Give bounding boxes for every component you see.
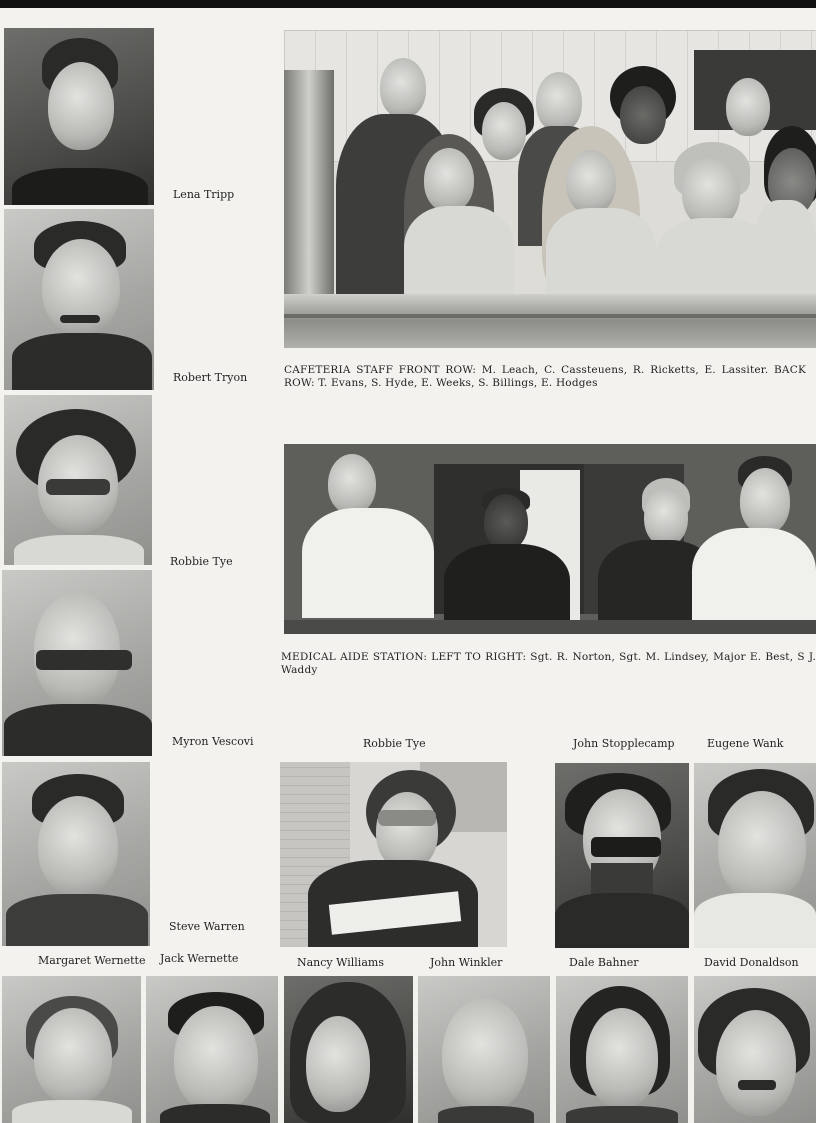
name-label: Margaret Wernette [38, 954, 146, 967]
name-label: John Stopplecamp [573, 737, 675, 750]
page-top-border [0, 0, 816, 8]
name-label: David Donaldson [704, 956, 799, 969]
portrait-robert-tryon [4, 209, 154, 390]
name-label: Myron Vescovi [172, 735, 254, 748]
cafeteria-staff-photo [284, 30, 816, 348]
portrait-jack-wernette [146, 976, 278, 1123]
name-label: Jack Wernette [160, 952, 239, 965]
name-label: Dale Bahner [569, 956, 639, 969]
portrait-john-stopplecamp [555, 763, 689, 948]
medical-caption: MEDICAL AIDE STATION: LEFT TO RIGHT: Sgt. R. Norton, Sgt. M. Lindsey, Major E. Best, S J. Waddy [281, 651, 816, 676]
portrait-david-donaldson [694, 976, 816, 1123]
portrait-margaret-wernette [2, 976, 141, 1123]
cafeteria-caption: CAFETERIA STAFF FRONT ROW: M. Leach, C. Cassteuens, R. Ricketts, E. Lassiter. BACK ROW: T. Evans, S. Hyde, E. Weeks, S. Billings, E. Hodges [284, 364, 806, 389]
portrait-steve-warren [2, 762, 150, 946]
name-label: Robert Tryon [173, 371, 248, 384]
name-label: John Winkler [430, 956, 503, 969]
portrait-nancy-williams [284, 976, 413, 1123]
name-label: Steve Warren [169, 920, 245, 933]
robbie-tye-desk-photo [280, 762, 507, 947]
portrait-john-winkler [418, 976, 550, 1123]
name-label: Eugene Wank [707, 737, 784, 750]
name-label: Robbie Tye [170, 555, 233, 568]
portrait-lena-tripp [4, 28, 154, 205]
portrait-robbie-tye [4, 395, 152, 565]
medical-aide-station-photo [284, 444, 816, 634]
portrait-dale-bahner [556, 976, 688, 1123]
portrait-eugene-wank [694, 763, 816, 948]
name-label: Robbie Tye [363, 737, 426, 750]
name-label: Nancy Williams [297, 956, 384, 969]
portrait-myron-vescovi [2, 570, 152, 756]
name-label: Lena Tripp [173, 188, 235, 201]
